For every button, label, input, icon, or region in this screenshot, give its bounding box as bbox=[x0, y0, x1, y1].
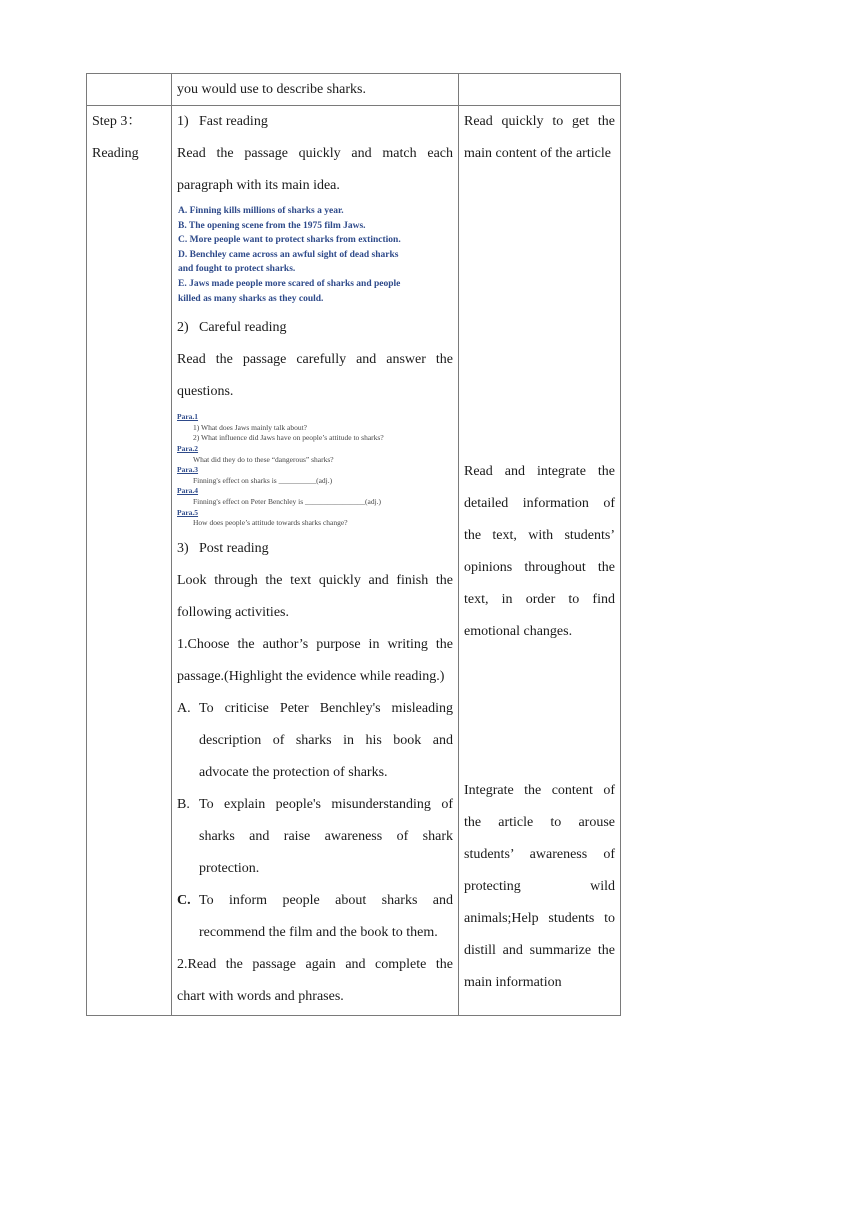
option-a-label: A. bbox=[177, 700, 191, 716]
question-item: Finning's effect on sharks is __________(adj.) bbox=[193, 475, 333, 485]
task-2-text: 2.Read the passage again and complete the bbox=[177, 956, 453, 972]
para-label: Para.3 bbox=[177, 465, 199, 475]
content-text: you would use to describe sharks. bbox=[177, 82, 366, 97]
main-idea-item: E. Jaws made people more scared of sharks and people bbox=[178, 278, 401, 289]
option-b-text: protection. bbox=[199, 860, 260, 876]
table-row bbox=[87, 74, 621, 106]
step-name: Reading bbox=[92, 146, 139, 161]
content-cell bbox=[172, 74, 459, 106]
post-reading-title: Post reading bbox=[199, 540, 269, 556]
main-idea-item: killed as many sharks as they could. bbox=[178, 293, 324, 304]
purpose-text: opinions throughout the bbox=[464, 560, 615, 575]
fast-reading-title: Fast reading bbox=[199, 114, 268, 129]
option-a-text: To criticise Peter Benchley's misleading bbox=[199, 700, 453, 716]
question-item: How does people’s attitude towards sharks change? bbox=[193, 518, 348, 528]
purpose-text: detailed information of bbox=[464, 496, 615, 511]
fast-reading-instruction: paragraph with its main idea. bbox=[177, 178, 340, 193]
purpose-text: Integrate the content of bbox=[464, 783, 615, 798]
para-label: Para.4 bbox=[177, 486, 199, 496]
option-c bbox=[177, 885, 453, 917]
fast-reading-heading bbox=[177, 106, 453, 138]
main-idea-item: C. More people want to protect sharks from extinction. bbox=[178, 235, 401, 246]
step-cell bbox=[87, 106, 172, 1016]
purpose-text: distill and summarize the bbox=[464, 943, 615, 958]
post-reading-instruction: following activities. bbox=[177, 604, 289, 620]
purpose-text: emotional changes. bbox=[464, 624, 573, 639]
purpose-text: main information bbox=[464, 975, 562, 990]
fast-reading-instruction: Read the passage quickly and match each bbox=[177, 146, 453, 161]
fast-reading-num: 1) bbox=[177, 114, 189, 129]
option-a-text: description of sharks in his book and bbox=[199, 732, 453, 748]
para-label: Para.2 bbox=[177, 443, 199, 453]
purpose-text: main content of the article bbox=[464, 146, 611, 161]
main-idea-item: D. Benchley came across an awful sight of dead sharks bbox=[178, 249, 399, 260]
main-ideas-list bbox=[177, 204, 453, 306]
para-label: Para.5 bbox=[177, 507, 199, 517]
question-item: 2) What influence did Jaws have on people’s attitude to sharks? bbox=[193, 433, 384, 443]
post-reading-num: 3) bbox=[177, 540, 189, 556]
purpose-text: protecting wild bbox=[464, 879, 615, 894]
main-idea-item: A. Finning kills millions of sharks a year. bbox=[178, 206, 344, 216]
purpose-cell bbox=[459, 74, 621, 106]
purpose-text: Read and integrate the bbox=[464, 464, 615, 479]
post-reading-heading bbox=[177, 533, 453, 565]
step-cell bbox=[87, 74, 172, 106]
careful-reading-title: Careful reading bbox=[199, 320, 287, 336]
main-idea-item: and fought to protect sharks. bbox=[178, 264, 296, 275]
option-b-label: B. bbox=[177, 796, 190, 812]
option-c-text: To inform people about sharks and bbox=[199, 892, 453, 908]
questions-list bbox=[177, 412, 453, 529]
option-b bbox=[177, 789, 453, 821]
purpose-text: students’ awareness of bbox=[464, 847, 615, 862]
purpose-cell bbox=[459, 106, 621, 1016]
task-2-text: chart with words and phrases. bbox=[177, 988, 344, 1004]
option-a bbox=[177, 693, 453, 725]
step-label: Step 3： bbox=[92, 114, 142, 129]
option-c-label: C. bbox=[177, 892, 191, 908]
careful-reading-instruction: Read the passage carefully and answer the bbox=[177, 352, 453, 368]
main-idea-item: B. The opening scene from the 1975 film Jaws. bbox=[178, 220, 366, 231]
lesson-plan-table bbox=[86, 73, 621, 1016]
purpose-text: text, in order to find bbox=[464, 592, 615, 607]
purpose-text: Read quickly to get the bbox=[464, 114, 615, 129]
option-c-text: recommend the film and the book to them. bbox=[199, 924, 438, 940]
question-item: What did they do to these “dangerous” sharks? bbox=[193, 454, 334, 464]
para-label: Para.1 bbox=[177, 412, 199, 422]
purpose-text: the article to arouse bbox=[464, 815, 615, 830]
post-reading-instruction: Look through the text quickly and finish the bbox=[177, 572, 453, 588]
careful-reading-num: 2) bbox=[177, 320, 189, 336]
question-item: 1) What does Jaws mainly talk about? bbox=[193, 422, 308, 432]
table-row bbox=[87, 106, 621, 1016]
careful-reading-heading bbox=[177, 312, 453, 344]
option-a-text: advocate the protection of sharks. bbox=[199, 764, 388, 780]
task-1-text: 1.Choose the author’s purpose in writing the bbox=[177, 636, 453, 652]
careful-reading-instruction: questions. bbox=[177, 384, 234, 400]
option-b-text: To explain people's misunderstanding of bbox=[199, 796, 453, 812]
purpose-text: the text, with students’ bbox=[464, 528, 615, 543]
purpose-text: animals;Help students to bbox=[464, 911, 615, 926]
task-1-text: passage.(Highlight the evidence while reading.) bbox=[177, 668, 445, 684]
question-item: Finning's effect on Peter Benchley is ________________(adj.) bbox=[193, 496, 382, 506]
content-cell bbox=[172, 106, 459, 1016]
option-b-text: sharks and raise awareness of shark bbox=[199, 828, 453, 844]
